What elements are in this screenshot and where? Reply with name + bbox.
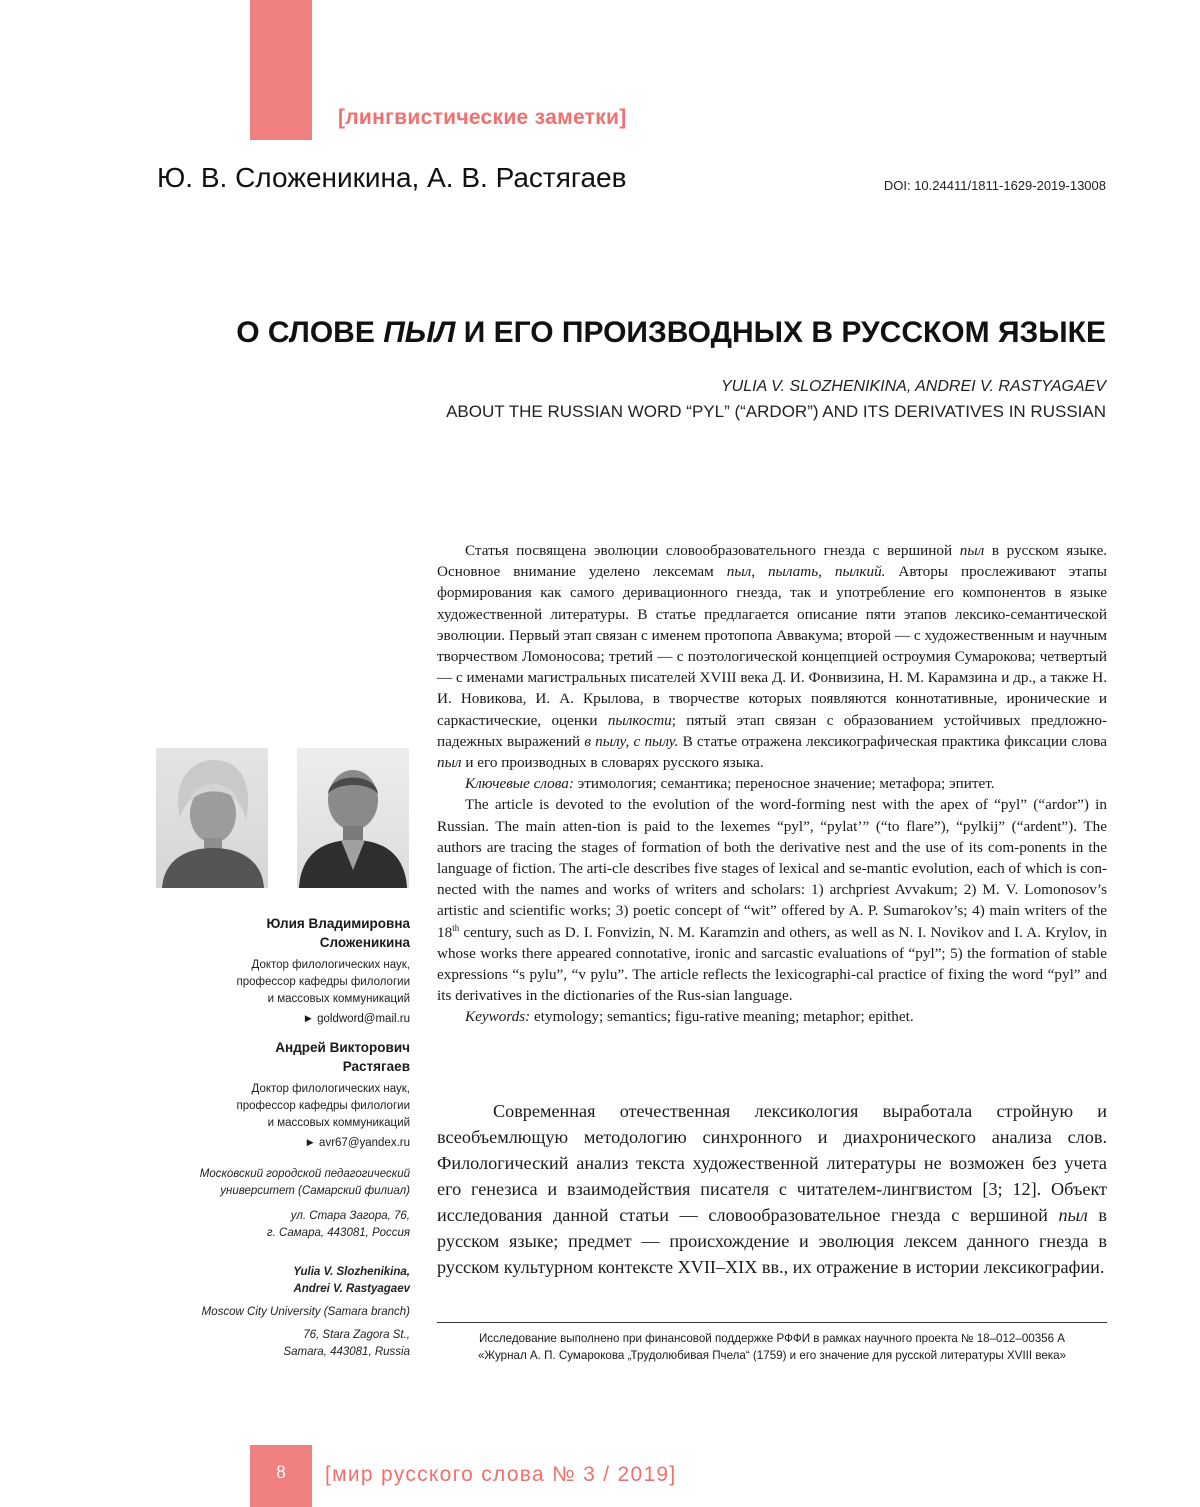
affiliation-en-names-line2: Andrei V. Rastyagaev <box>293 1283 410 1295</box>
text-run: century, such as D. I. Fonvizin, N. M. Karamzin and others, as well as N. I. Novikov and I. A. Krylov, in whose works there appeared connotative, ironic and sarcastic evaluations of “pyl”; 5) the formation of stable expressions “s pylu”, “v pylu”. The article reflects the lexicographi-cal practice of fixing the word “pyl” and its derivatives in the dictionaries of the Rus-sian language. <box>437 923 1107 1005</box>
title-keyword: ПЫЛ <box>383 316 456 349</box>
superscript: th <box>452 922 460 933</box>
text-run: В статье отражена лексикографическая практика фиксации слова <box>678 732 1107 750</box>
author2-info-line1: Доктор филологических наук, <box>251 1083 410 1095</box>
keywords-label: Ключевые слова: <box>465 775 574 793</box>
italic-run: пыл <box>959 542 985 559</box>
text-run: и его производных в словарях русского языка. <box>461 754 764 772</box>
journal-name: [мир русского слова № 3 / 2019] <box>325 1463 677 1486</box>
text-run: Современная отечественная лексикология выработала стройную и всеобъемлющую методологию синхронного и диахронического анализа слов. Филологический анализ текста художественной литературы не возможен без учета его генезиса и взаимодействия писателя с читателем-лингвистом [3; 12]. Объект исследования данной статьи — словообразовательное гнезда с вершиной <box>437 1101 1107 1225</box>
author1-info-line3: и массовых коммуникаций <box>267 993 410 1005</box>
title-english: ABOUT THE RUSSIAN WORD “PYL” (“ARDOR”) AND ITS DERIVATIVES IN RUSSIAN <box>446 402 1106 421</box>
affiliation-en-names-line1: Yulia V. Slozhenikina, <box>293 1266 410 1278</box>
title-part-2: И ЕГО ПРОИЗВОДНЫХ В РУССКОМ ЯЗЫКЕ <box>455 316 1106 349</box>
keywords-text: etymology; semantics; figu-rative meaning; metaphor; epithet. <box>530 1008 914 1026</box>
article-title <box>236 316 1106 350</box>
affiliation-ru-line4: г. Самара, 443081, Россия <box>266 1227 410 1239</box>
author1-info-line1: Доктор филологических наук, <box>251 959 410 971</box>
abstract <box>437 540 1107 1028</box>
keywords-russian <box>437 773 1107 794</box>
italic-run: в пылу, с пылу. <box>584 732 679 750</box>
keywords-english <box>437 1006 1107 1027</box>
italic-run: пыл <box>1058 1205 1088 1225</box>
keywords-text: этимология; семантика; переносное значение; метафора; эпитет. <box>573 775 995 793</box>
author-photo-1 <box>156 748 268 888</box>
italic-run: пылкости <box>607 711 672 729</box>
footnote-line2: «Журнал А. П. Сумарокова „Трудолюбивая Пчела“ (1759) и его значение для русской литературы XVIII века» <box>477 1349 1067 1362</box>
body-paragraph <box>437 1098 1107 1280</box>
abstract-russian <box>437 540 1107 773</box>
top-accent-bar <box>250 0 312 140</box>
author-sidebar <box>150 914 410 1361</box>
footnote <box>437 1330 1107 1364</box>
article-authors: Ю. В. Сложеникина, А. В. Растягаев <box>157 162 627 193</box>
text-run: в русском языке; предмет — происхождение и эволюция лексем данного гнезда в русском культурном контексте XVII–XIX вв., их отражение в истории лексикографии. <box>437 1205 1107 1277</box>
doi-link[interactable]: DOI: 10.24411/1811-1629-2019-13008 <box>883 178 1106 193</box>
author1-name-line2: Сложеникина <box>319 935 410 950</box>
keywords-label: Keywords: <box>465 1008 531 1026</box>
author1-info-line2: профессор кафедры филологии <box>236 976 410 988</box>
author2-info-line2: профессор кафедры филологии <box>236 1100 410 1112</box>
text-run: Статья посвящена эволюции словообразовательного гнезда с вершиной <box>465 542 960 559</box>
author2-name-line2: Растягаев <box>342 1059 410 1074</box>
affiliation-ru-line2: университет (Самарский филиал) <box>220 1185 410 1197</box>
footnote-divider <box>437 1322 1107 1323</box>
title-part-1: О СЛОВЕ <box>236 316 384 349</box>
author1-email-link[interactable]: ► goldword@mail.ru <box>302 1013 410 1025</box>
affiliation-en-line2: 76, Stara Zagora St., <box>303 1329 410 1341</box>
affiliation-en-line3: Samara, 443081, Russia <box>283 1346 410 1358</box>
text-run: Авторы прослеживают этапы формирования как самого деривационного гнезда, так и употребление его компонентов в языке художественной литературы. В статье предлагается описание пяти этапов лексико-семантической эволюции. Первый этап связан с именем протопопа Аввакума; второй — с художественным и научным творчеством Ломоносова; третий — с поэтологической концепцией остроумия Сумарокова; четвертый — с именами магистральных писателей XVIII века Д. И. Фонвизина, Н. М. Карамзина и др., а также Н. И. Новикова, И. А. Крылова, в творчестве которых появляются коннотативные, иронические и саркастические, оценки <box>437 563 1107 729</box>
portrait-woman-icon <box>156 748 268 888</box>
author2-email-link[interactable]: ► avr67@yandex.ru <box>304 1137 410 1149</box>
page-number: 8 <box>276 1462 286 1483</box>
abstract-english <box>437 794 1107 1006</box>
affiliation-ru-line1: Московский городской педагогический <box>199 1168 410 1180</box>
affiliation-ru-line3: ул. Стара Загора, 76, <box>290 1210 410 1222</box>
authors-english: YULIA V. SLOZHENIKINA, ANDREI V. RASTYAGAEV <box>721 378 1106 395</box>
text-run: в русском языке. Основное внимание уделено лексемам <box>437 542 1107 581</box>
body-text <box>437 1098 1107 1280</box>
italic-run: пыл <box>437 754 462 772</box>
author2-info-line3: и массовых коммуникаций <box>267 1117 410 1129</box>
affiliation-en-line1: Moscow City University (Samara branch) <box>201 1306 410 1318</box>
portrait-man-icon <box>297 748 409 888</box>
text-run: The article is devoted to the evolution of the word-forming nest with the apex of “pyl” (“ardor”) in Russian. The main atten-tion is paid to the lexemes “pyl”, “pylat’” (“to flare”), “pylkij” (“ardent”). The authors are tracing the stages of formation of both the derivative nest and the use of its com-ponents in the language of fiction. The arti-cle describes five stages of lexical and se-mantic evolution, each of which is con-nected with the names and works of writers and scholars: 1) archpriest Avvakum; 2) M. V. Lomonosov’s artistic and scientific works; 3) poetic concept of “wit” offered by A. P. Sumarokov’s; 4) main writers of the 18 <box>437 796 1107 941</box>
section-rubric: [лингвистические заметки] <box>338 106 627 129</box>
italic-run: пыл, пылать, пылкий. <box>726 563 886 581</box>
author2-name-line1: Андрей Викторович <box>275 1040 410 1055</box>
footnote-line1: Исследование выполнено при финансовой поддержке РФФИ в рамках научного проекта № 18–012–00356 А <box>478 1332 1066 1345</box>
author-photo-2 <box>297 748 409 888</box>
author1-name-line1: Юлия Владимировна <box>266 916 410 931</box>
text-run: ; пятый этап связан с образованием устойчивых предложно-падежных выражений <box>437 711 1107 750</box>
